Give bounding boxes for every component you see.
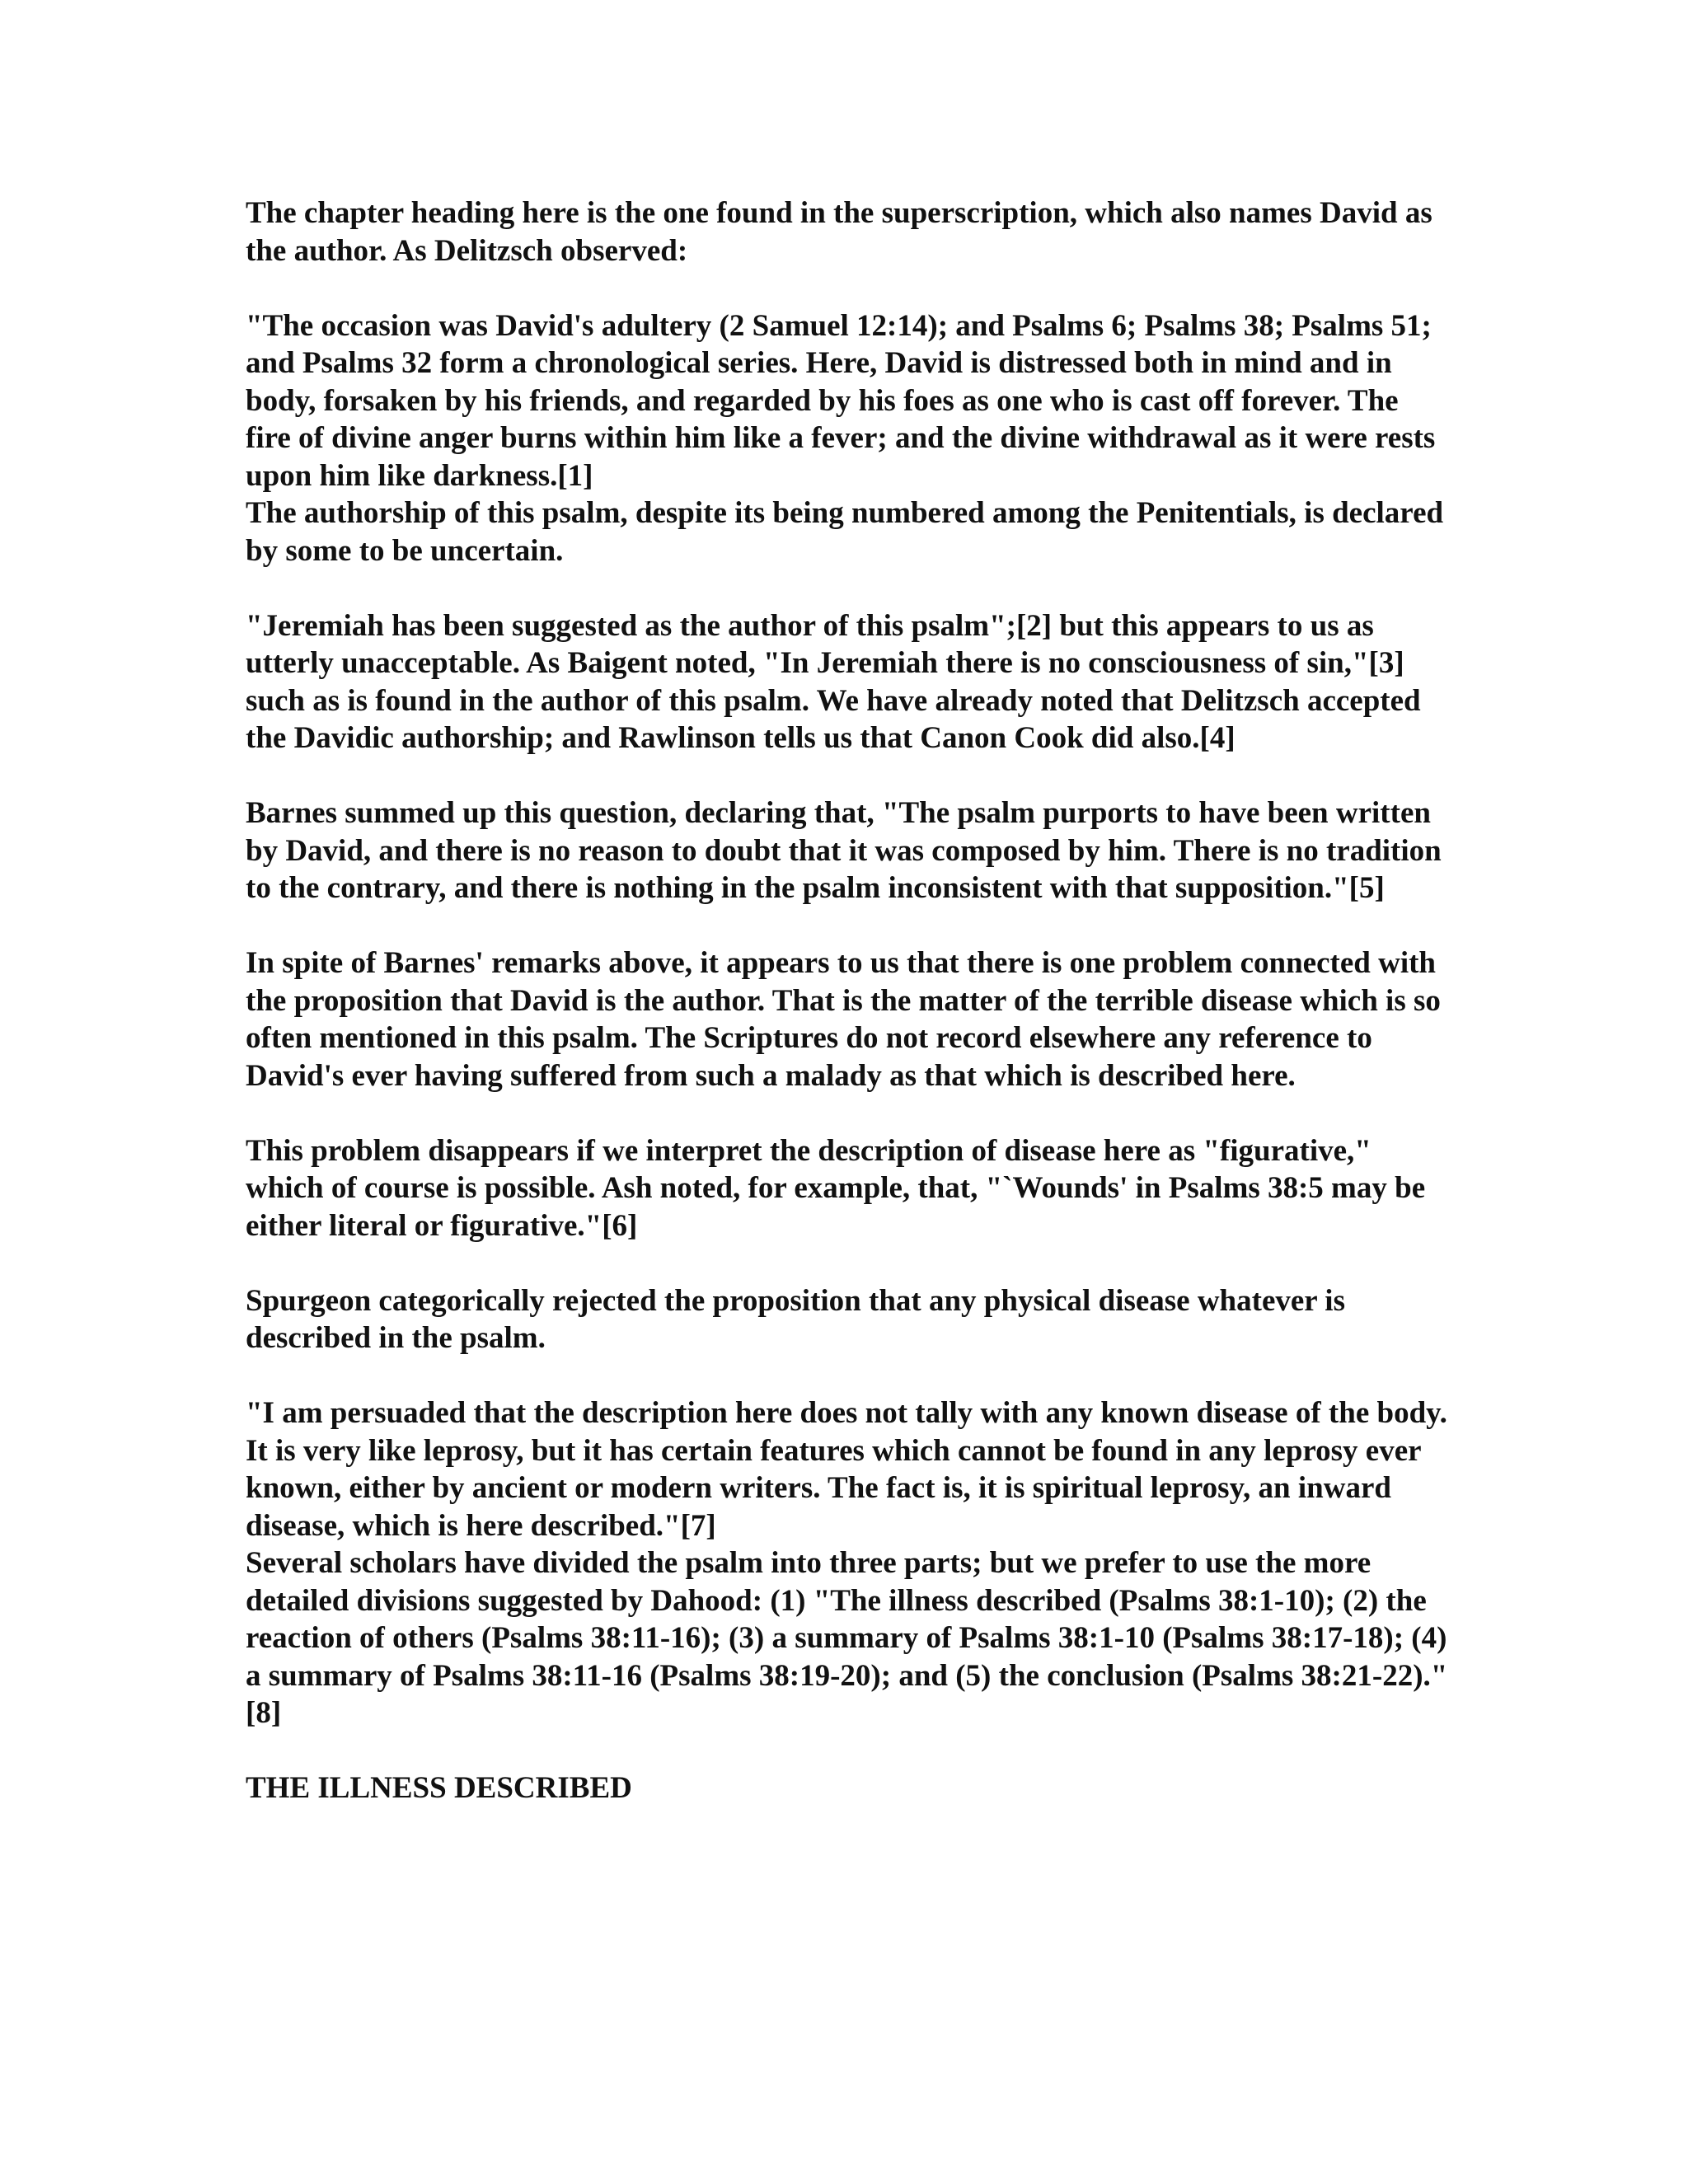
paragraph-authorship: The authorship of this psalm, despite its being numbered among the Penitentials, is declared by some to be uncertain.: [246, 496, 1444, 568]
paragraph-barnes: Barnes summed up this question, declaring that, "The psalm purports to have been written by David, and there is no reason to doubt that it was composed by him. There is no tradition to the contrary, and there is nothing in the psalm inconsistent with that supposition."[5]: [246, 796, 1442, 905]
paragraph-spurgeon-quote: "I am persuaded that the description here does not tally with any known disease of the body. It is very like leprosy, but it has certain features which cannot be found in any leprosy ever known, either by ancient or modern writers. The fact is, it is spiritual leprosy, an inward disease, which is here described."[7]: [246, 1396, 1447, 1543]
paragraph-figurative: This problem disappears if we interpret the description of disease here as "figurative," which of course is possible. Ash noted, for example, that, "`Wounds' in Psalms 38:5 may be either literal or figurative."[6]: [246, 1133, 1426, 1243]
document-body: [246, 194, 1449, 1807]
section-heading: THE ILLNESS DESCRIBED: [246, 1771, 632, 1805]
paragraph-jeremiah: "Jeremiah has been suggested as the author of this psalm";[2] but this appears to us as utterly unacceptable. As Baigent noted, "In Jeremiah there is no consciousness of sin,"[3] such as is found in the author of this psalm. We have already noted that Delitzsch accepted the Davidic authorship; and Rawlinson tells us that Canon Cook did also.[4]: [246, 608, 1421, 755]
paragraph-disease-problem: In spite of Barnes' remarks above, it appears to us that there is one problem connected with the proposition that David is the author. That is the matter of the terrible disease which is so often mentioned in this psalm. The Scriptures do not record elsewhere any reference to David's ever having suffered from such a malady as that which is described here.: [246, 946, 1441, 1093]
paragraph-delitzsch-quote: "The occasion was David's adultery (2 Samuel 12:14); and Psalms 6; Psalms 38; Psalms 51; and Psalms 32 form a chronological series. Here, David is distressed both in mind and in body, forsaken by his friends, and regarded by his foes as one who is cast off forever. The fire of divine anger burns within him like a fever; and the divine withdrawal as it were rests upon him like darkness.[1]: [246, 308, 1436, 493]
paragraph-spurgeon: Spurgeon categorically rejected the proposition that any physical disease whatever is described in the psalm.: [246, 1283, 1345, 1355]
paragraph-divisions: Several scholars have divided the psalm into three parts; but we prefer to use the more detailed divisions suggested by Dahood: (1) "The illness described (Psalms 38:1-10); (2) the reaction of others (Psalms 38:11-16); (3) a summary of Psalms 38:1-10 (Psalms 38:17-18); (4) a summary of Psalms 38:11-16 (Psalms 38:19-20); and (5) the conclusion (Psalms 38:21-22)."[8]: [246, 1546, 1448, 1730]
paragraph-intro: The chapter heading here is the one found in the superscription, which also names David as the author. As Delitzsch observed:: [246, 196, 1432, 268]
